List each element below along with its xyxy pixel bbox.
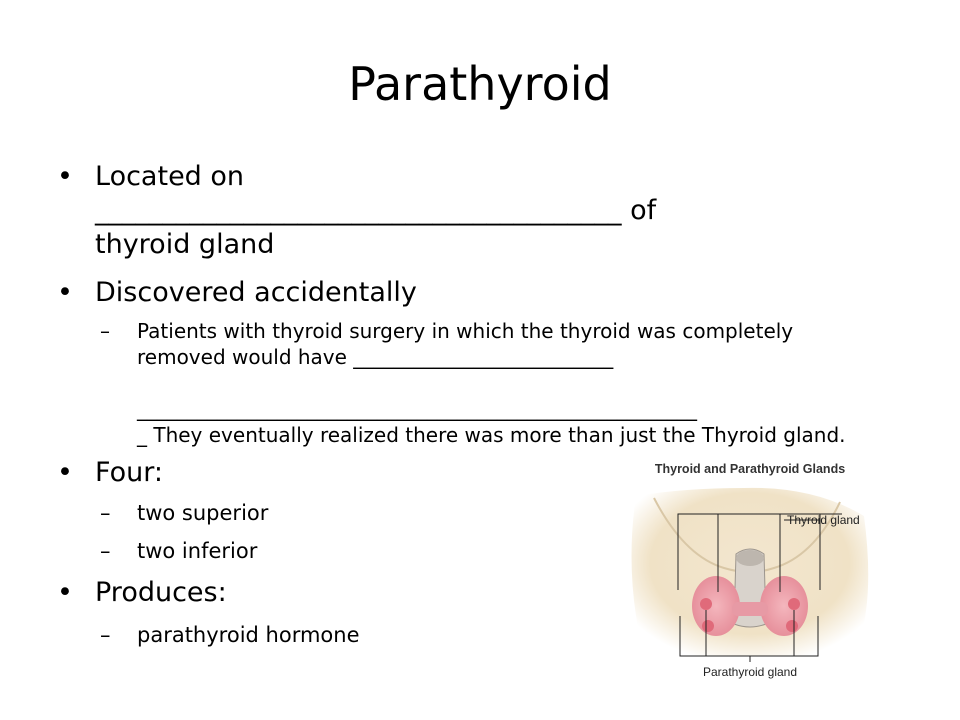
patients-line-3-blank: ________________________________________________________ (137, 397, 697, 421)
discovered-text: Discovered accidentally (95, 277, 417, 308)
bullet-produces (57, 576, 227, 610)
subbullet-superior (100, 500, 269, 526)
anatomy-figure (614, 456, 886, 692)
dash-symbol: – (100, 623, 111, 647)
bullet-symbol: • (57, 457, 73, 488)
located-line-1: Located on (95, 161, 245, 192)
bullet-located (57, 160, 657, 262)
bullet-symbol: • (57, 161, 73, 192)
thyroid-cartilage (736, 550, 764, 566)
figure-title: Thyroid and Parathyroid Glands (654, 462, 846, 476)
four-text: Four: (95, 457, 163, 488)
parathyroid-gland-3 (702, 620, 714, 632)
patients-line-1: Patients with thyroid surgery in which the thyroid was completely (137, 319, 794, 343)
parathyroid-gland-4 (786, 620, 798, 632)
label-parathyroid-gland: Parathyroid gland (702, 665, 798, 679)
subbullet-hormone (100, 622, 360, 648)
thyroid-illustration (614, 456, 886, 692)
patients-line-4: _ They eventually realized there was more than just the Thyroid gland. (137, 423, 846, 447)
patients-line-2: removed would have __________________________ (137, 345, 614, 369)
subbullet-inferior (100, 538, 258, 564)
slide-title: Parathyroid (348, 57, 612, 111)
dash-symbol: – (100, 539, 111, 563)
located-line-2-blank: _______________________________________ of (95, 195, 657, 226)
produces-text: Produces: (95, 577, 227, 608)
inferior-text: two inferior (137, 539, 258, 563)
hormone-text: parathyroid hormone (137, 623, 360, 647)
thyroid-isthmus (732, 602, 768, 616)
dash-symbol: – (100, 501, 111, 525)
located-line-3: thyroid gland (95, 229, 275, 260)
label-thyroid-gland: Thyroid gland (787, 513, 860, 527)
dash-symbol: – (100, 319, 110, 343)
bullet-discovered (57, 276, 417, 310)
bullet-symbol: • (57, 577, 73, 608)
bullet-four (57, 456, 163, 490)
parathyroid-gland-2 (788, 598, 800, 610)
subbullet-patients (100, 318, 846, 448)
superior-text: two superior (137, 501, 269, 525)
bullet-symbol: • (57, 277, 73, 308)
parathyroid-gland-1 (700, 598, 712, 610)
